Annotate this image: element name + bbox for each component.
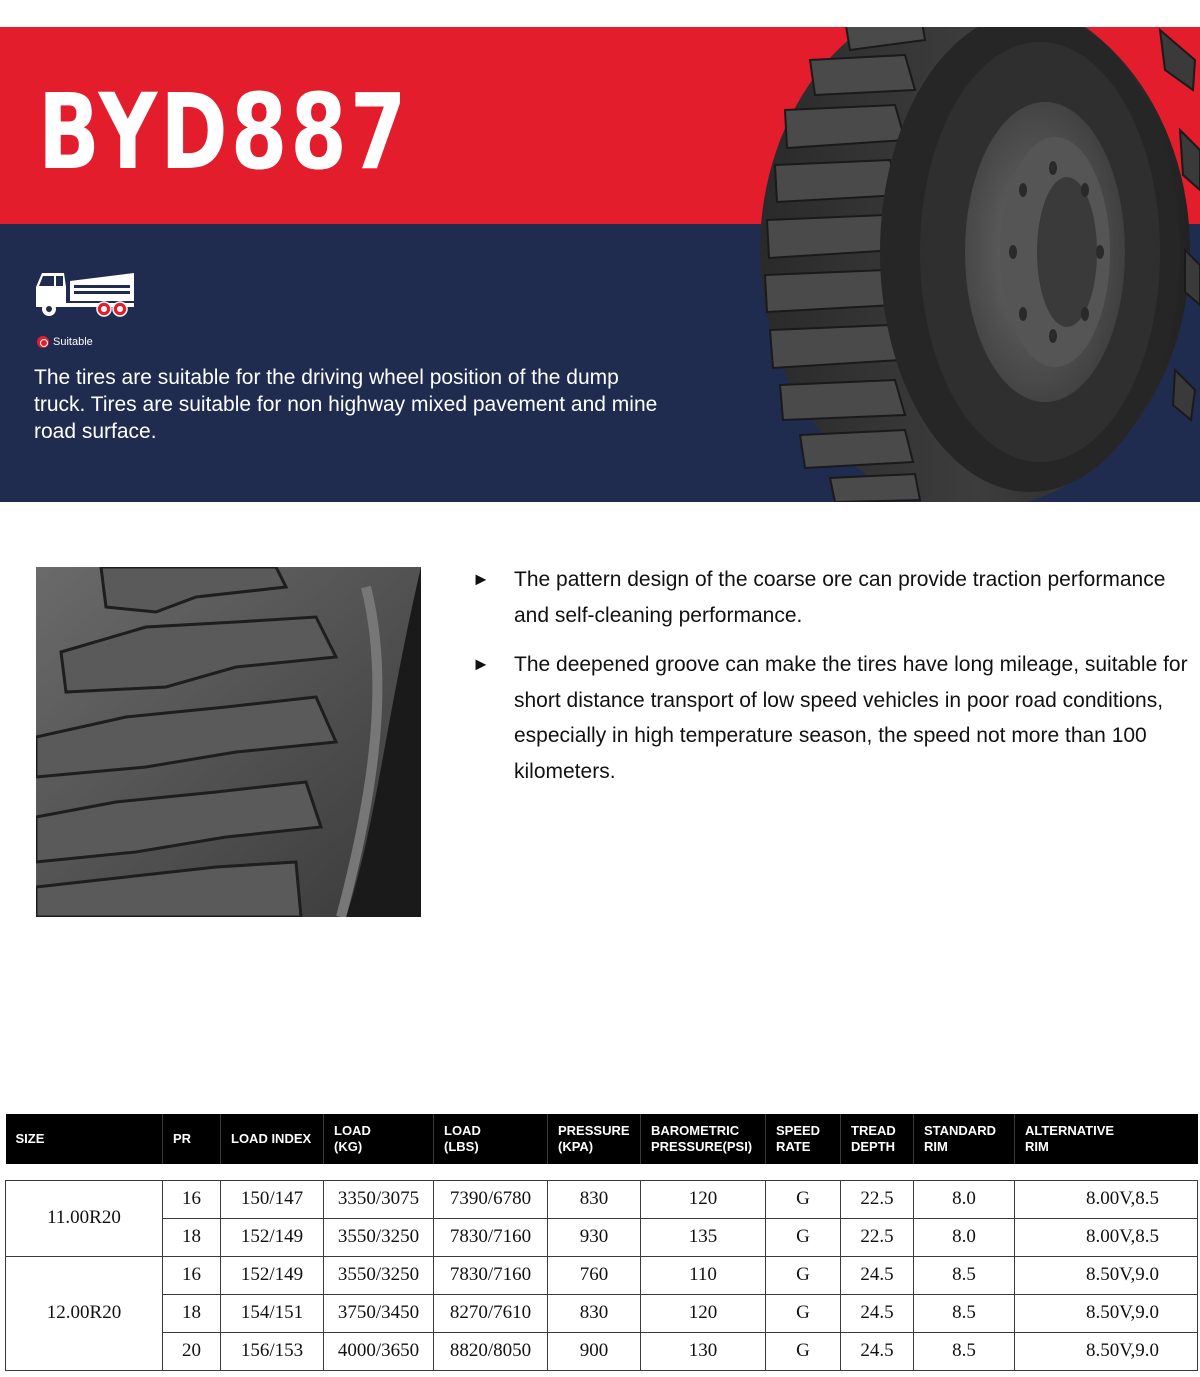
table-cell: 8.0 xyxy=(914,1218,1015,1256)
table-cell: 3550/3250 xyxy=(324,1218,434,1256)
table-cell: 8.00V,8.5 xyxy=(1015,1218,1198,1256)
table-cell: 20 xyxy=(163,1332,221,1370)
table-cell: 8.50V,9.0 xyxy=(1015,1294,1198,1332)
table-row xyxy=(6,1294,1198,1332)
table-row xyxy=(6,1256,1198,1294)
column-header-line: RIM xyxy=(924,1139,948,1154)
table-cell: 156/153 xyxy=(221,1332,324,1370)
column-header-line: LOAD INDEX xyxy=(231,1131,312,1146)
table-cell: G xyxy=(766,1180,841,1218)
table-cell: 16 xyxy=(163,1180,221,1218)
table-cell: 18 xyxy=(163,1218,221,1256)
column-header xyxy=(914,1114,1015,1164)
bullet-arrow-icon: ► xyxy=(472,654,490,674)
column-header-line: LOAD xyxy=(334,1123,371,1138)
table-cell: 8.50V,9.0 xyxy=(1015,1256,1198,1294)
column-header-line: DEPTH xyxy=(851,1139,896,1154)
column-header xyxy=(766,1114,841,1164)
usage-description: The tires are suitable for the driving wheel position of the dump truck. Tires are suitable for non highway mixed pavement and mine road surface. xyxy=(34,366,658,443)
table-cell: 8820/8050 xyxy=(434,1332,548,1370)
column-header-line: SPEED xyxy=(776,1123,821,1138)
column-header-line: LOAD xyxy=(444,1123,481,1138)
table-cell: 110 xyxy=(641,1256,766,1294)
product-title: BYD887 xyxy=(38,71,410,193)
column-header-line: (KPA) xyxy=(558,1139,594,1154)
feature-item xyxy=(472,647,1200,789)
table-cell: 4000/3650 xyxy=(324,1332,434,1370)
column-header xyxy=(841,1114,914,1164)
table-cell: G xyxy=(766,1256,841,1294)
column-header-line: PRESSURE xyxy=(558,1123,630,1138)
table-cell: 152/149 xyxy=(221,1218,324,1256)
table-cell: 120 xyxy=(641,1294,766,1332)
column-header-line: SIZE xyxy=(15,1131,45,1146)
column-header xyxy=(6,1114,163,1164)
table-cell: 830 xyxy=(548,1180,641,1218)
table-cell: 16 xyxy=(163,1256,221,1294)
table-cell: 8.5 xyxy=(914,1256,1015,1294)
table-cell: 8.5 xyxy=(914,1332,1015,1370)
table-cell: 152/149 xyxy=(221,1256,324,1294)
table-row xyxy=(6,1180,1198,1218)
product-banner xyxy=(0,27,1200,502)
column-header xyxy=(163,1114,221,1164)
table-cell: 154/151 xyxy=(221,1294,324,1332)
table-cell: 135 xyxy=(641,1218,766,1256)
table-cell: G xyxy=(766,1332,841,1370)
table-cell: 7390/6780 xyxy=(434,1180,548,1218)
column-header xyxy=(221,1114,324,1164)
table-cell: 24.5 xyxy=(841,1294,914,1332)
specification-table xyxy=(5,1114,1198,1371)
table-cell: 7830/7160 xyxy=(434,1218,548,1256)
table-cell: 120 xyxy=(641,1180,766,1218)
table-cell: 3550/3250 xyxy=(324,1256,434,1294)
table-cell: 130 xyxy=(641,1332,766,1370)
tire-size-cell: 12.00R20 xyxy=(6,1256,163,1370)
table-cell: 8.5 xyxy=(914,1294,1015,1332)
suitable-dot-icon xyxy=(37,336,49,348)
column-header-line: TREAD xyxy=(851,1123,896,1138)
column-header xyxy=(324,1114,434,1164)
table-cell: 8.00V,8.5 xyxy=(1015,1180,1198,1218)
tire-size-cell: 11.00R20 xyxy=(6,1180,163,1256)
table-cell: 8270/7610 xyxy=(434,1294,548,1332)
table-cell: 930 xyxy=(548,1218,641,1256)
feature-text: The pattern design of the coarse ore can provide traction performance and self-cleaning performance. xyxy=(514,568,1166,627)
table-cell: 150/147 xyxy=(221,1180,324,1218)
table-cell: 7830/7160 xyxy=(434,1256,548,1294)
table-cell: 18 xyxy=(163,1294,221,1332)
table-cell: 22.5 xyxy=(841,1180,914,1218)
table-cell: 8.0 xyxy=(914,1180,1015,1218)
column-header-line: (LBS) xyxy=(444,1139,479,1154)
table-cell: G xyxy=(766,1218,841,1256)
table-cell: 830 xyxy=(548,1294,641,1332)
tire-wheel-image xyxy=(755,27,1200,502)
feature-list xyxy=(472,562,1200,803)
tread-pattern-image xyxy=(36,567,421,917)
suitable-label: Suitable xyxy=(53,336,93,348)
table-cell: 900 xyxy=(548,1332,641,1370)
column-header xyxy=(1015,1114,1198,1164)
table-cell: 760 xyxy=(548,1256,641,1294)
column-header-line: ALTERNATIVE xyxy=(1025,1123,1115,1138)
column-header xyxy=(548,1114,641,1164)
table-cell: 22.5 xyxy=(841,1218,914,1256)
table-row xyxy=(6,1332,1198,1370)
column-header-line: (KG) xyxy=(334,1139,363,1154)
suitable-indicator xyxy=(37,334,93,350)
table-cell: 3350/3075 xyxy=(324,1180,434,1218)
feature-item xyxy=(472,562,1200,633)
column-header-line: RATE xyxy=(776,1139,811,1154)
table-cell: 8.50V,9.0 xyxy=(1015,1332,1198,1370)
column-header xyxy=(641,1114,766,1164)
table-cell: G xyxy=(766,1294,841,1332)
table-cell: 3750/3450 xyxy=(324,1294,434,1332)
table-row xyxy=(6,1218,1198,1256)
column-header-line: STANDARD xyxy=(924,1123,996,1138)
column-header xyxy=(434,1114,548,1164)
table-header-row xyxy=(6,1114,1198,1164)
bullet-arrow-icon: ► xyxy=(472,569,490,589)
feature-text: The deepened groove can make the tires have long mileage, suitable for short distance transport of low speed vehicles in poor road conditions, especially in high temperature season, the speed not more than 100 kilometers. xyxy=(514,653,1188,783)
column-header-line: RIM xyxy=(1025,1139,1049,1154)
column-header-line: BAROMETRIC xyxy=(651,1123,740,1138)
table-cell: 24.5 xyxy=(841,1256,914,1294)
dump-truck-icon xyxy=(34,267,136,319)
column-header-line: PR xyxy=(173,1131,192,1146)
column-header-line: PRESSURE(PSI) xyxy=(651,1139,753,1154)
table-cell: 24.5 xyxy=(841,1332,914,1370)
